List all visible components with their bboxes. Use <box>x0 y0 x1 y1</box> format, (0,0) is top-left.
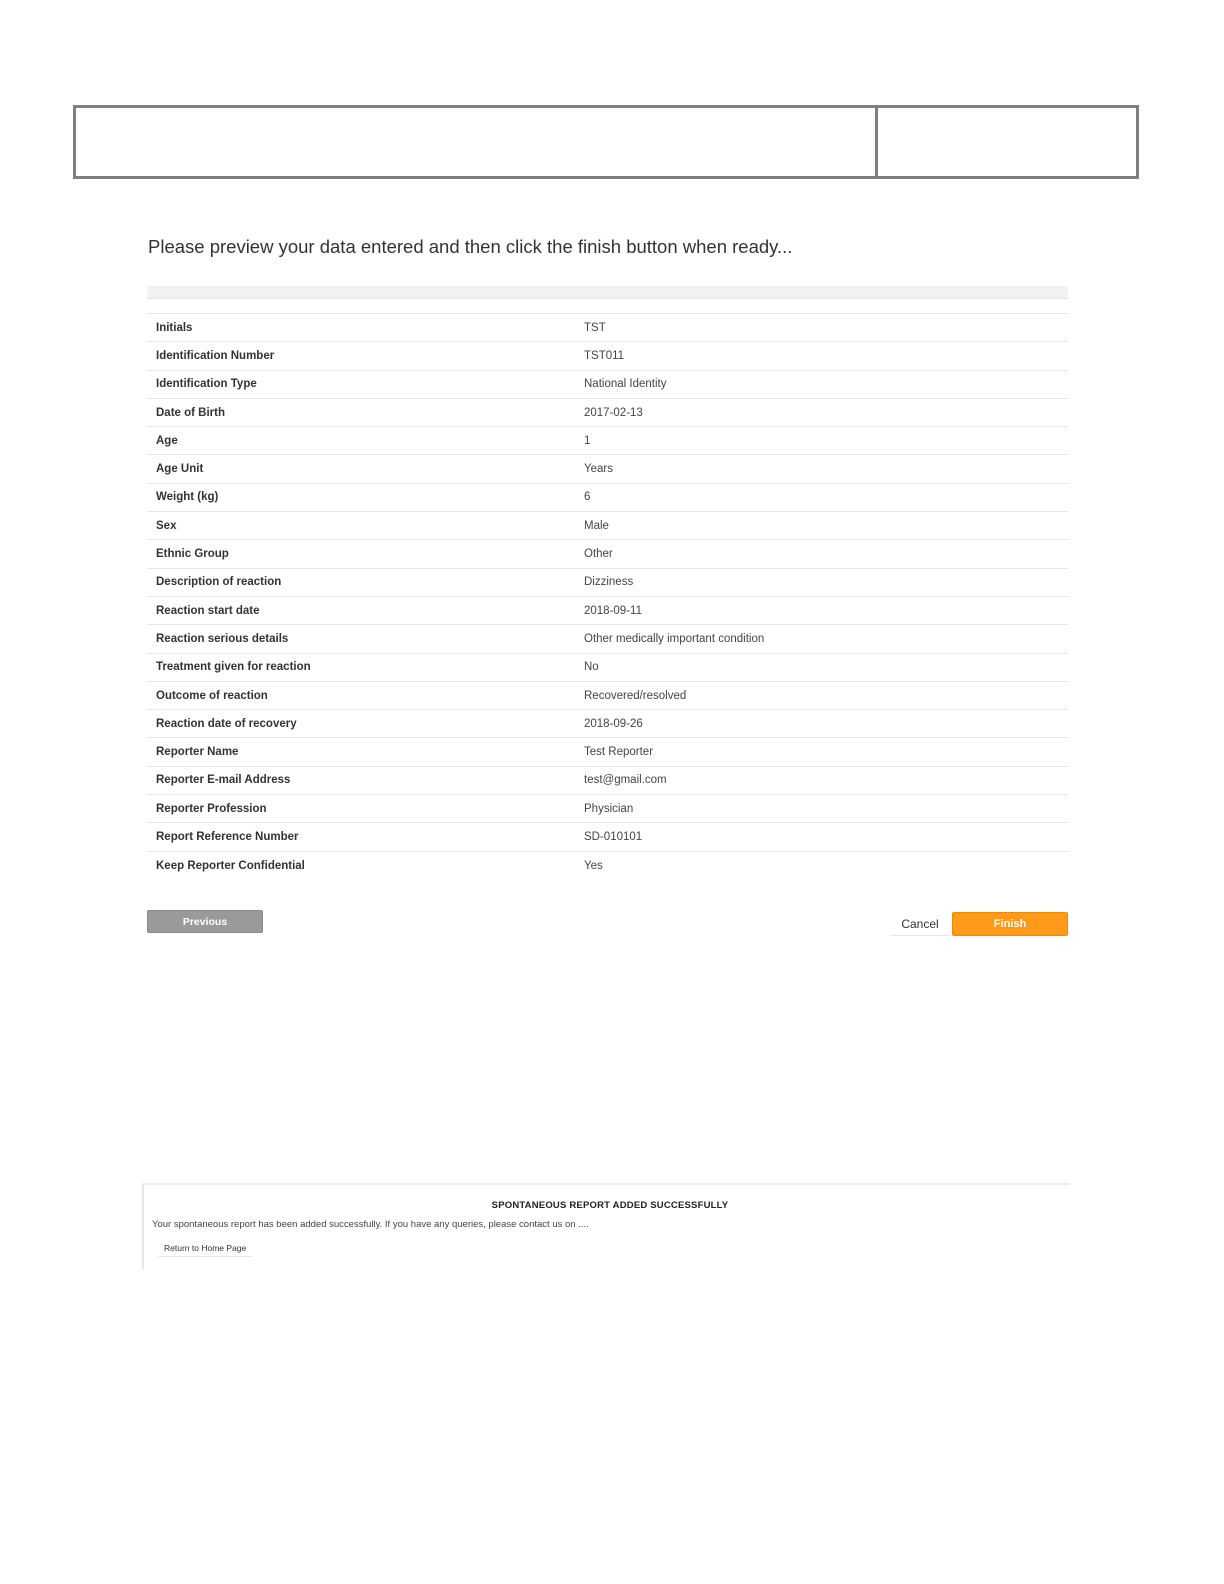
row-label: Identification Type <box>147 370 575 398</box>
success-message: Your spontaneous report has been added successfully. If you have any queries, please contact us on .... <box>152 1219 589 1230</box>
table-row <box>147 483 1068 511</box>
table-row <box>147 681 1068 709</box>
row-value: No <box>575 653 1068 681</box>
table-row <box>147 738 1068 766</box>
row-label: Reaction serious details <box>147 625 575 653</box>
table-row <box>147 398 1068 426</box>
header-side-cell <box>878 108 1136 176</box>
row-label: Initials <box>147 314 575 342</box>
row-label: Treatment given for reaction <box>147 653 575 681</box>
header-frame <box>73 105 1139 179</box>
row-label: Identification Number <box>147 342 575 370</box>
return-home-link[interactable]: Return to Home Page <box>158 1239 252 1257</box>
table-row <box>147 625 1068 653</box>
row-label: Keep Reporter Confidential <box>156 859 305 872</box>
table-row <box>147 427 1068 455</box>
row-value: SD-010101 <box>575 823 1068 851</box>
table-row <box>147 710 1068 738</box>
row-label: Reporter Name <box>147 738 575 766</box>
previous-button[interactable]: Previous <box>147 910 263 933</box>
preview-instruction: Please preview your data entered and then click the finish button when ready... <box>148 236 793 257</box>
row-label: Age Unit <box>147 455 575 483</box>
row-value: Test Reporter <box>575 738 1068 766</box>
preview-table <box>147 313 1068 879</box>
success-title: SPONTANEOUS REPORT ADDED SUCCESSFULLY <box>491 1200 729 1211</box>
row-value: Years <box>575 455 1068 483</box>
row-label: Ethnic Group <box>147 540 575 568</box>
row-value: Male <box>575 512 1068 540</box>
table-row <box>147 795 1068 823</box>
row-value: 2017-02-13 <box>575 398 1068 426</box>
row-value: Dizziness <box>575 568 1068 596</box>
row-label: Outcome of reaction <box>147 681 575 709</box>
row-label: Reporter Profession <box>147 795 575 823</box>
row-label: Age <box>147 427 575 455</box>
row-label: Date of Birth <box>147 398 575 426</box>
table-row <box>147 455 1068 483</box>
row-value: test@gmail.com <box>575 766 1068 794</box>
success-panel <box>142 1183 1070 1269</box>
table-row <box>147 512 1068 540</box>
table-row <box>147 370 1068 398</box>
row-value: 2018-09-11 <box>575 596 1068 624</box>
table-row <box>147 653 1068 681</box>
row-label: Reaction date of recovery <box>147 710 575 738</box>
cancel-button[interactable]: Cancel <box>890 912 950 936</box>
row-value: TST011 <box>575 342 1068 370</box>
table-row <box>147 766 1068 794</box>
row-label: Description of reaction <box>147 568 575 596</box>
row-value: Other medically important condition <box>575 625 1068 653</box>
table-row <box>147 596 1068 624</box>
table-row <box>147 568 1068 596</box>
row-value: 6 <box>575 483 1068 511</box>
row-value: National Identity <box>575 370 1068 398</box>
header-main-cell <box>76 108 878 176</box>
row-value: Physician <box>575 795 1068 823</box>
row-value: Recovered/resolved <box>575 681 1068 709</box>
row-label: Reporter E-mail Address <box>147 766 575 794</box>
row-label: Reaction start date <box>147 596 575 624</box>
finish-button[interactable]: Finish <box>952 912 1068 936</box>
row-value: Other <box>575 540 1068 568</box>
table-row <box>147 823 1068 851</box>
table-row <box>147 314 1068 342</box>
panel-header-strip <box>147 286 1068 299</box>
row-value: 1 <box>575 427 1068 455</box>
row-label: Report Reference Number <box>147 823 575 851</box>
row-value: TST <box>575 314 1068 342</box>
row-value: 2018-09-26 <box>575 710 1068 738</box>
row-value: Yes <box>584 859 603 872</box>
table-row <box>147 851 1068 879</box>
table-row <box>147 540 1068 568</box>
row-label: Weight (kg) <box>147 483 575 511</box>
row-label: Sex <box>147 512 575 540</box>
table-row <box>147 342 1068 370</box>
